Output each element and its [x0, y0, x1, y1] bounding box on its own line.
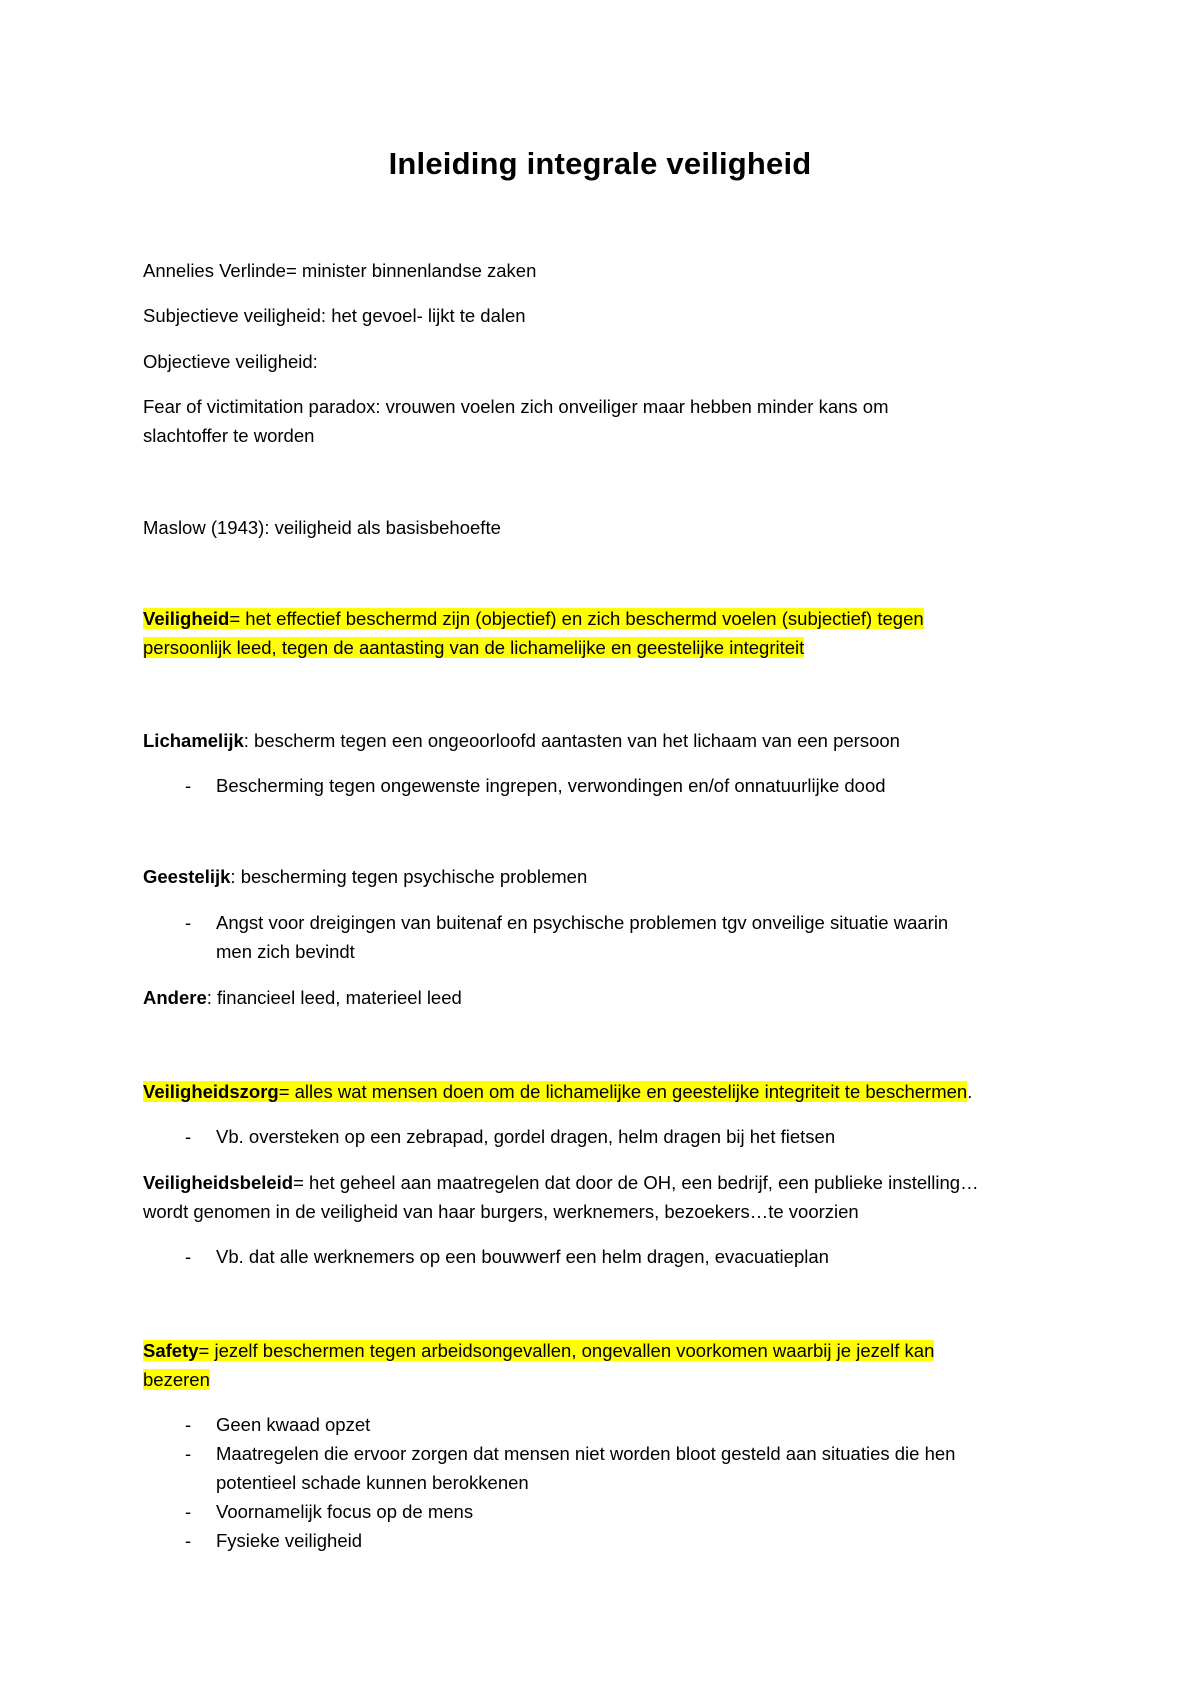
safety-bullet-1: Geen kwaad opzet — [216, 1414, 371, 1435]
document-title: Inleiding integrale veiligheid — [388, 146, 812, 181]
veiligheidsbeleid-text-1: = het geheel aan maatregelen dat door de OH, een bedrijf, een publieke instelling… — [293, 1172, 979, 1193]
veiligheidszorg-definition — [143, 1077, 1060, 1106]
veiligheidszorg-text: = alles wat mensen doen om de lichamelijke en geestelijke integriteit te beschermen — [278, 1081, 968, 1102]
veiligheid-term: Veiligheid — [143, 608, 230, 629]
geestelijk-bullet-line-2: men zich bevindt — [216, 941, 355, 962]
veiligheid-definition-text-2: persoonlijk leed, tegen de aantasting van de lichamelijke en geestelijke integriteit — [143, 637, 805, 658]
intro-line-objectieve: Objectieve veiligheid: — [143, 351, 318, 372]
lichamelijk-bullet: Bescherming tegen ongewenste ingrepen, verwondingen en/of onnatuurlijke dood — [216, 775, 886, 796]
bullet-marker: - — [185, 1126, 192, 1147]
veiligheid-definition-text-1: = het effectief beschermd zijn (objectief) en zich beschermd voelen (subjectief) tegen — [229, 608, 924, 629]
bullet-marker: - — [185, 1246, 192, 1267]
veiligheidszorg-bullet: Vb. oversteken op een zebrapad, gordel dragen, helm dragen bij het fietsen — [216, 1126, 836, 1147]
veiligheidsbeleid-bullet: Vb. dat alle werknemers op een bouwwerf een helm dragen, evacuatieplan — [216, 1246, 829, 1267]
safety-definition-line-1 — [143, 1336, 1060, 1365]
veiligheidszorg-term: Veiligheidszorg — [143, 1081, 279, 1102]
safety-term: Safety — [143, 1340, 199, 1361]
andere-definition — [143, 983, 1060, 1012]
bullet-marker: - — [185, 1530, 192, 1551]
bullet-marker: - — [185, 1414, 192, 1435]
safety-text-1: = jezelf beschermen tegen arbeidsongevallen, ongevallen voorkomen waarbij je jezelf kan — [198, 1340, 935, 1361]
intro-line-paradox-2: slachtoffer te worden — [143, 425, 315, 446]
veiligheidsbeleid-term: Veiligheidsbeleid — [143, 1172, 294, 1193]
bullet-marker: - — [185, 1501, 192, 1522]
geestelijk-bullet-line-1: Angst voor dreigingen van buitenaf en psychische problemen tgv onveilige situatie waarin — [216, 912, 949, 933]
veiligheidsbeleid-definition-line-2: wordt genomen in de veiligheid van haar burgers, werknemers, bezoekers…te voorzien — [143, 1201, 859, 1222]
safety-bullet-3: Voornamelijk focus op de mens — [216, 1501, 474, 1522]
geestelijk-definition — [143, 862, 1060, 891]
bullet-marker: - — [185, 912, 192, 933]
safety-bullet-2-line-1: Maatregelen die ervoor zorgen dat mensen niet worden bloot gesteld aan situaties die hen — [216, 1443, 956, 1464]
lichamelijk-term: Lichamelijk — [143, 730, 244, 751]
bullet-marker: - — [185, 1443, 192, 1464]
lichamelijk-definition — [143, 726, 1060, 755]
veiligheidsbeleid-definition-line-1 — [143, 1168, 1060, 1197]
andere-text: : financieel leed, materieel leed — [206, 987, 462, 1008]
veiligheid-definition-line-2 — [143, 633, 1060, 662]
intro-line-maslow: Maslow (1943): veiligheid als basisbehoefte — [143, 517, 501, 538]
safety-bullet-4: Fysieke veiligheid — [216, 1530, 363, 1551]
safety-definition-line-2 — [143, 1365, 1060, 1394]
intro-line-minister: Annelies Verlinde= minister binnenlandse zaken — [143, 260, 537, 281]
veiligheid-definition-line-1 — [143, 604, 1060, 633]
lichamelijk-text: : bescherm tegen een ongeoorloofd aantasten van het lichaam van een persoon — [243, 730, 900, 751]
intro-line-paradox-1: Fear of victimitation paradox: vrouwen voelen zich onveiliger maar hebben minder kans om — [143, 396, 889, 417]
intro-line-subjectieve: Subjectieve veiligheid: het gevoel- lijkt te dalen — [143, 305, 526, 326]
veiligheidszorg-end: . — [967, 1081, 973, 1102]
geestelijk-text: : bescherming tegen psychische problemen — [230, 866, 588, 887]
safety-text-2: bezeren — [143, 1369, 210, 1390]
geestelijk-term: Geestelijk — [143, 866, 231, 887]
andere-term: Andere — [143, 987, 207, 1008]
safety-bullet-2-line-2: potentieel schade kunnen berokkenen — [216, 1472, 529, 1493]
bullet-marker: - — [185, 775, 192, 796]
